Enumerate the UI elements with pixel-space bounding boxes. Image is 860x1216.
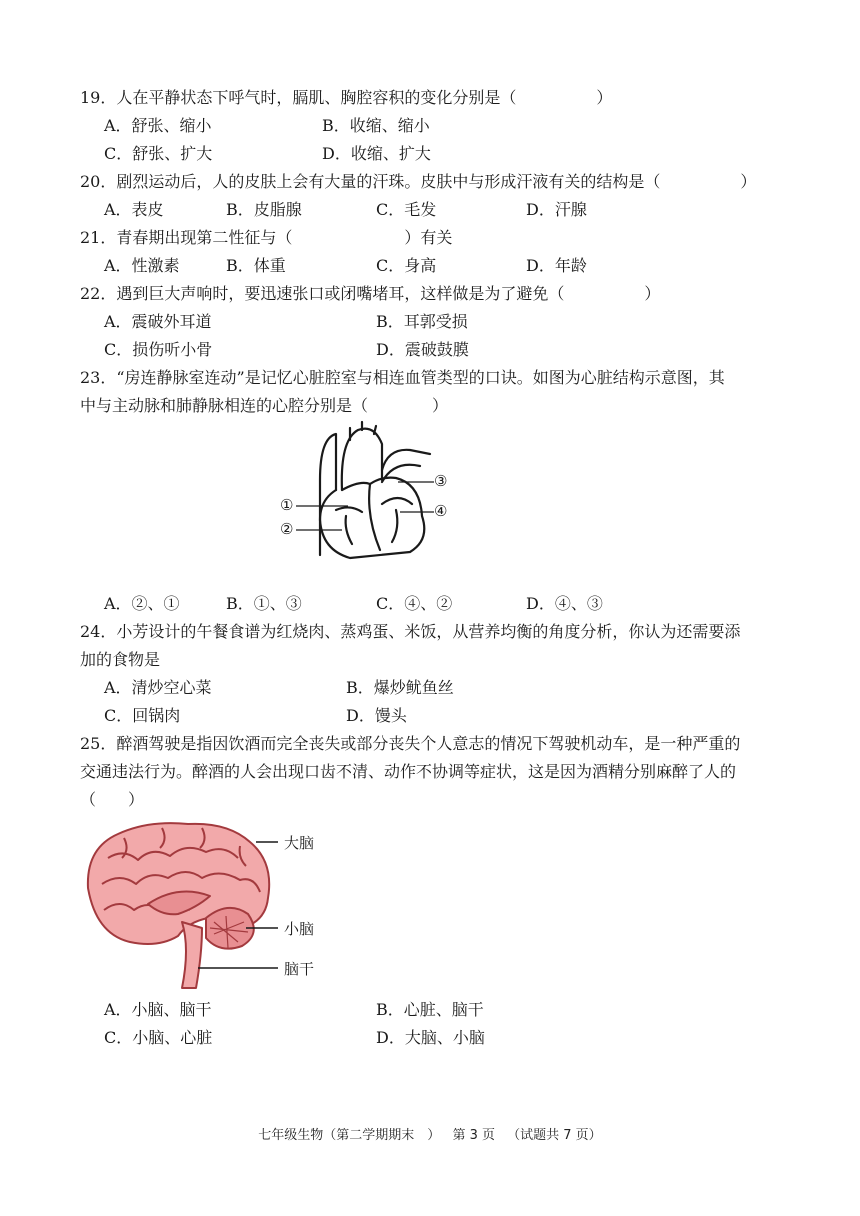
q25-stem-line2: 交通违法行为。醉酒的人会出现口齿不清、动作不协调等症状，这是因为酒精分别麻醉了人的 bbox=[80, 762, 737, 781]
q20-stem: 20．剧烈运动后，人的皮肤上会有大量的汗珠。皮肤中与形成汗液有关的结构是（ ） bbox=[80, 172, 757, 191]
q19-stem: 19．人在平静状态下呼气时，膈肌、胸腔容积的变化分别是（ ） bbox=[80, 88, 613, 107]
q23-option-a[interactable]: A．②、① bbox=[104, 594, 180, 613]
q21-option-b[interactable]: B．体重 bbox=[226, 256, 286, 275]
q25-option-c[interactable]: C．小脑、心脏 bbox=[104, 1028, 213, 1047]
q21-stem: 21．青春期出现第二性征与（ ）有关 bbox=[80, 228, 453, 247]
q22-option-b[interactable]: B．耳郭受损 bbox=[376, 312, 468, 331]
q19-option-d[interactable]: D．收缩、扩大 bbox=[322, 144, 431, 163]
footer-page-number: 第 3 页 bbox=[452, 1128, 495, 1143]
q24-option-c[interactable]: C．回锅肉 bbox=[104, 706, 181, 725]
heart-label-lines bbox=[270, 420, 470, 570]
q25-stem-line1: 25．醉酒驾驶是指因饮酒而完全丧失或部分丧失个人意志的情况下驾驶机动车，是一种严重的 bbox=[80, 734, 741, 753]
q24-stem-line1: 24．小芳设计的午餐食谱为红烧肉、蒸鸡蛋、米饭，从营养均衡的角度分析，你认为还需要添 bbox=[80, 622, 741, 641]
q21-option-c[interactable]: C．身高 bbox=[376, 256, 437, 275]
q24-option-a[interactable]: A．清炒空心菜 bbox=[104, 678, 212, 697]
q19-option-c[interactable]: C．舒张、扩大 bbox=[104, 144, 213, 163]
q22-option-c[interactable]: C．损伤听小骨 bbox=[104, 340, 213, 359]
q19-option-b[interactable]: B．收缩、缩小 bbox=[322, 116, 430, 135]
q22-option-d[interactable]: D．震破鼓膜 bbox=[376, 340, 469, 359]
footer-total-pages: （试题共 7 页） bbox=[507, 1128, 602, 1143]
q24-option-b[interactable]: B．爆炒鱿鱼丝 bbox=[346, 678, 454, 697]
page-footer bbox=[0, 1124, 860, 1143]
q20-option-a[interactable]: A．表皮 bbox=[104, 200, 164, 219]
heart-label-3: ③ bbox=[434, 472, 448, 490]
q24-stem-line2: 加的食物是 bbox=[80, 650, 161, 669]
q23-option-c[interactable]: C．④、② bbox=[376, 594, 453, 613]
q23-stem-line2: 中与主动脉和肺静脉相连的心腔分别是（ ） bbox=[80, 396, 449, 415]
q25-option-b[interactable]: B．心脏、脑干 bbox=[376, 1000, 484, 1019]
heart-label-1: ① bbox=[280, 496, 294, 514]
q25-option-d[interactable]: D．大脑、小脑 bbox=[376, 1028, 485, 1047]
brain-label-cerebellum: 小脑 bbox=[284, 920, 315, 938]
q23-option-d[interactable]: D．④、③ bbox=[526, 594, 603, 613]
q19-option-a[interactable]: A．舒张、缩小 bbox=[104, 116, 212, 135]
q21-option-a[interactable]: A．性激素 bbox=[104, 256, 180, 275]
q23-stem-line1: 23．“房连静脉室连动”是记忆心脏腔室与相连血管类型的口诀。如图为心脏结构示意图，其 bbox=[80, 368, 725, 387]
footer-course: 七年级生物（第二学期期末 ） bbox=[258, 1128, 441, 1143]
brain-label-cerebrum: 大脑 bbox=[284, 834, 315, 852]
q23-option-b[interactable]: B．①、③ bbox=[226, 594, 302, 613]
q25-option-a[interactable]: A．小脑、脑干 bbox=[104, 1000, 212, 1019]
heart-label-4: ④ bbox=[434, 502, 448, 520]
q24-option-d[interactable]: D．馒头 bbox=[346, 706, 407, 725]
q20-option-c[interactable]: C．毛发 bbox=[376, 200, 437, 219]
q20-option-b[interactable]: B．皮脂腺 bbox=[226, 200, 302, 219]
heart-label-2: ② bbox=[280, 520, 294, 538]
q25-stem-line3: （ ） bbox=[80, 790, 145, 809]
brain-label-brainstem: 脑干 bbox=[284, 960, 315, 978]
q21-option-d[interactable]: D．年龄 bbox=[526, 256, 587, 275]
q22-option-a[interactable]: A．震破外耳道 bbox=[104, 312, 212, 331]
q22-stem: 22．遇到巨大声响时，要迅速张口或闭嘴堵耳，这样做是为了避免（ ） bbox=[80, 284, 661, 303]
q20-option-d[interactable]: D．汗腺 bbox=[526, 200, 587, 219]
